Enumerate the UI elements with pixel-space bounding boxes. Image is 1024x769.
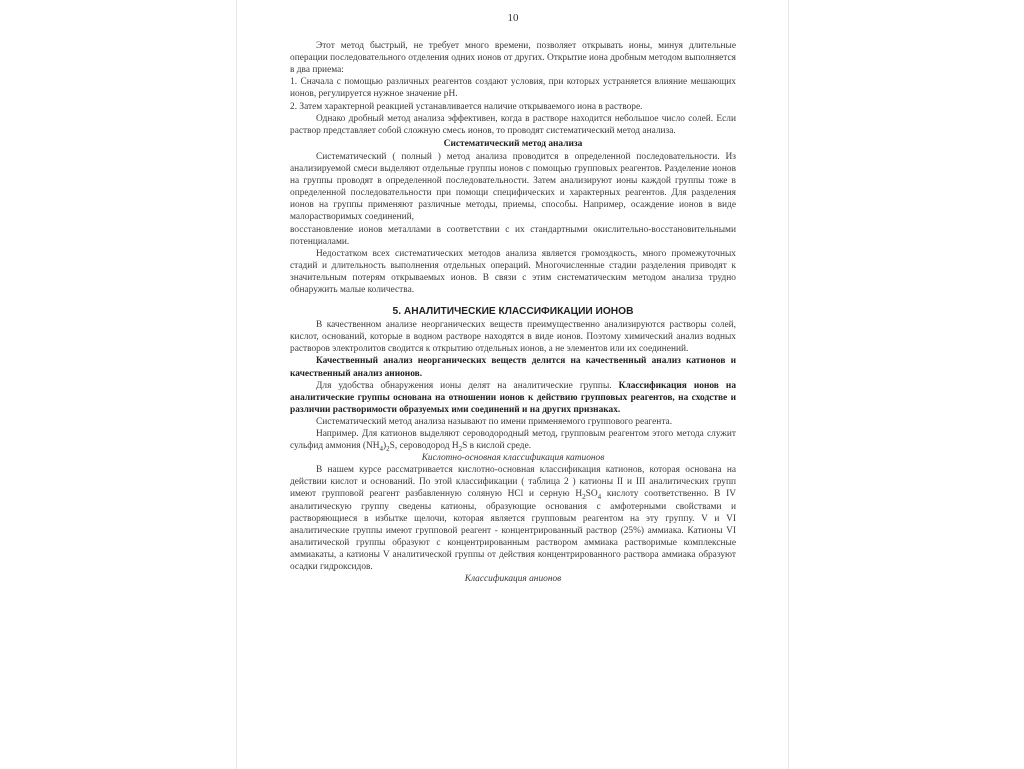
section-title: 5. АНАЛИТИЧЕСКИЕ КЛАССИФИКАЦИИ ИОНОВ <box>392 306 634 318</box>
heading-anion-classification: Классификация анионов <box>464 574 562 585</box>
paragraph-acid-base <box>290 464 736 573</box>
analytical-groups-text: Для удобства обнаружения ионы делят на аналитические группы. <box>316 380 612 391</box>
paragraph-example <box>290 428 736 452</box>
example-text-d: S в кислой среде. <box>462 441 532 452</box>
paragraph-fractional-method: Этот метод быстрый, не требует много времени, позволяет открывать ионы, минуя длительные операции последовательного отделения одних ионов от других. Открытие иона дробным методом выполняется в два приема: <box>290 41 736 76</box>
paragraph-fractional-effective: Однако дробный метод анализа эффективен, когда в растворе находится небольшое число солей. Если раствор представляет собой сложную смесь ионов, то проводят систематический метод анализа. <box>290 113 736 136</box>
document-page <box>290 12 736 585</box>
paragraph-systematic-description: Систематический ( полный ) метод анализа проводится в определенной последовательности. Из анализируемой смеси выделяют отдельные группы ионов с помощью групповых реагентов. Разделение ионов на группы проводят в определенной последовательности. Затем анализируют ионы каждой группы тоже в определенной последовательности при помощи специфических и характерных реагентов. Для разделения ионов на группы применяют различные методы, приемы, способы. Например, осаждение ионов в виде малорастворимых соединений, <box>290 151 736 223</box>
example-text-b: ) <box>383 441 387 452</box>
heading-systematic-method: Систематический метод анализа <box>443 138 583 149</box>
paragraph-step-2: 2. Затем характерной реакцией устанавливается наличие открываемого иона в растворе. <box>290 101 643 112</box>
example-text-c: S, сероводород H <box>389 441 459 452</box>
paragraph-bold-classification: Качественный анализ неорганических веществ делится на качественный анализ катионов и качественный анализ анионов. <box>290 356 736 379</box>
subscript: 4 <box>379 444 384 453</box>
page-number: 10 <box>507 12 519 24</box>
subscript: 2 <box>386 444 390 453</box>
paragraph-group-reagent: Систематический метод анализа называют по имени применяемого группового реагента. <box>316 416 673 427</box>
page-edge-right <box>788 0 789 769</box>
example-text-a: Например. Для катионов выделяют сероводородный метод, групповым реагентом этого метода служит сульфид аммония (NH <box>290 429 736 452</box>
paragraph-step-1: 1. Сначала с помощью различных реагентов создают условия, при которых устраняется влияние мешающих ионов, регулируется нужное значение рН. <box>290 77 736 100</box>
acid-base-text-c: кислоту соответственно. В IV аналитическую группу сведены катионы, образующие основания с амфотерными свойствами и растворяющиеся в избытке щелочи, которая является групповым реагентом на эту группу. V и VI аналитические группы имеют групповой реагент - концентрированный раствор (25%) аммиака. Катионы VI аналитической группы образуют с концентрированным раствором аммиака растворимые комплексные аммиакаты, а катионы V аналитической группы от действия концентрированного раствора аммиака образуют осадки гидроксидов. <box>290 489 736 573</box>
paragraph-reduction: восстановление ионов металлами в соответствии с их стандартными окислительно-восстановительными потенциалами. <box>290 224 736 247</box>
paragraph-analytical-groups <box>290 380 736 416</box>
subscript: 2 <box>582 493 586 502</box>
subscript: 2 <box>458 444 463 453</box>
paragraph-qualitative-analysis: В качественном анализе неорганических веществ преимущественно анализируются растворы солей, кислот, оснований, которые в водном растворе находятся в виде ионов. Поэтому химический анализ водных растворов электролитов сводится к открытию отдельных ионов, а не элементов или их соединений. <box>290 320 736 355</box>
paragraph-disadvantages: Недостатком всех систематических методов анализа является громоздкость, много промежуточных стадий и длительность выполнения отдельных операций. Многочисленные стадии разделения приводят к значительным потерям открываемых ионов. В связи с этим систематическим методом анализа трудно обнаружить малые количества. <box>290 248 736 295</box>
subscript: 4 <box>597 493 602 502</box>
acid-base-text-b: SO <box>585 489 598 500</box>
analytical-groups-bold: Классификация ионов на аналитические группы основана на отношении ионов к действию групповых реагентов, на сходстве и различии растворимости образуемых ими соединений и на других признаках. <box>290 380 737 415</box>
acid-base-text-a: В нашем курсе рассматривается кислотно-основная классификация катионов, которая основана на действии кислот и оснований. По этой классификации ( таблица 2 ) катионы II и III аналитических групп имеют групповой реагент разбавленную соляную HCl и серную H <box>290 465 736 500</box>
heading-acid-base-classification: Кислотно-основная классификация катионов <box>421 453 605 464</box>
page-edge-left <box>236 0 237 769</box>
